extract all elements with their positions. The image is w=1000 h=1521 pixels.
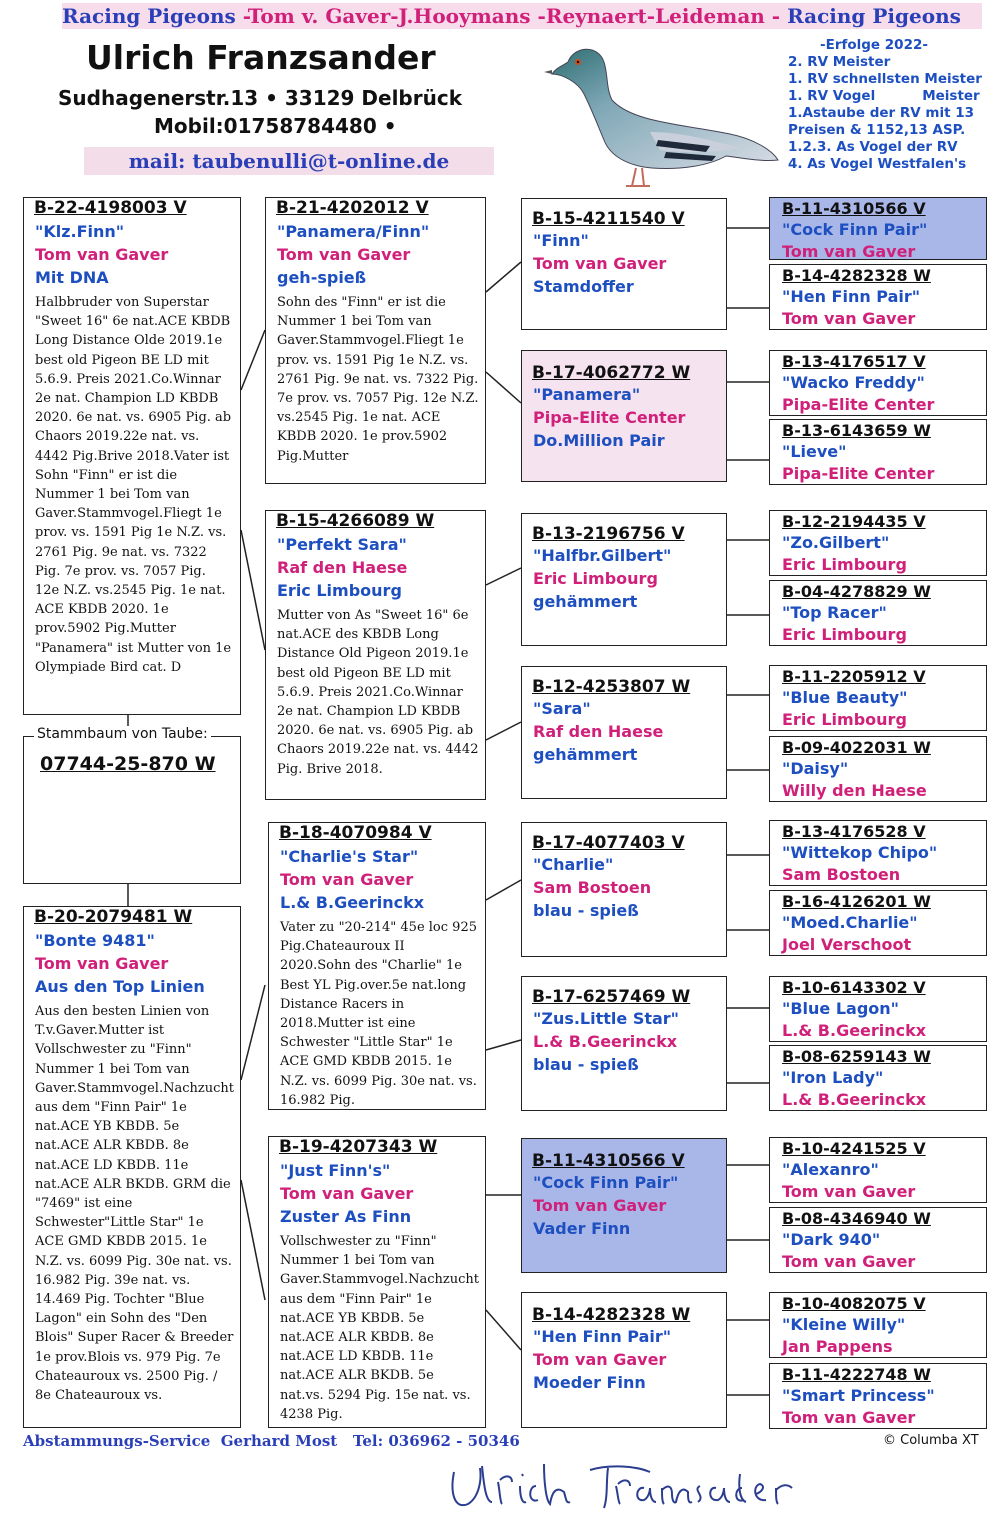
grandparent-name: "Just Finn's" [280,1161,391,1180]
successes-title: -Erfolge 2022- [820,37,928,53]
grandparent-description: Mutter von As "Sweet 16" 6e nat.ACE des KBDB Long Distance Old Pigeon 2019.1e best old Pigeon BE LD mit 5.6.9. Preis 2021.Co.Winnar 2e nat. Champion LD KBDB 2020. 6e nat. vs. 6905 Pig. ab Chaors 2019.22e nat. vs. 4442 Pig. Brive 2018. [277,608,479,777]
gg-ring: B-17-4062772 W [532,363,691,383]
success-item: Preisen & 1152,13 ASP. [788,122,966,138]
gg-ring: B-12-4253807 W [532,677,691,697]
ggg-ring: B-16-4126201 W [782,892,931,911]
owner-mail[interactable]: mail: taubenulli@t-online.de [84,147,494,175]
grandparent-box [265,197,486,484]
grandparent-ring: B-18-4070984 V [279,823,432,843]
gg-info: Vader Finn [533,1219,631,1238]
grandparent-description: Sohn des "Finn" er ist die Nummer 1 bei Tom van Gaver.Stammvogel.Fliegt 1e prov. vs. 1591 Pig 1e N.Z. vs. 2761 Pig. 9e nat. vs. 7322 Pig. 7e prov. vs. 7057 Pig. 12e N.Z. vs.2545 Pig. 1e nat. ACE KBDB 2020. 1e prov.5902 Pig.Mutter [277,295,479,464]
ggg-ring: B-13-4176528 V [782,822,926,841]
ggg-ring: B-13-6143659 W [782,421,931,440]
ggg-breeder: Eric Limbourg [782,625,907,644]
gg-breeder: Tom van Gaver [533,1350,667,1369]
signature [440,1452,820,1518]
grandparent-info: L.& B.Geerinckx [280,893,425,912]
gg-name: "Zus.Little Star" [533,1009,680,1028]
great-grandparent-box [521,513,727,646]
banner-middle: -Tom v. Gaver-J.Hooymans -Reynaert-Leideman - [235,4,788,28]
sire-description: Halbbruder von Superstar "Sweet 16" 6e nat.ACE KBDB Long Distance Olde 2019.1e best old Pigeon BE LD mit 5.6.9. Preis 2021.Co.Winnar 2e nat. Champion LD KBDB 2020. 6e nat. vs. 6905 Pig. ab Chaors 2019.22e nat. vs. 4442 Pig.Brive 2018.Vater ist Sohn "Finn" er ist die Nummer 1 bei Tom van Gaver.Stammvogel.Fliegt 1e prov. vs. 1591 Pig 1e N.Z. vs. 2761 Pig. 9e nat. vs. 7322 Pig. 7e prov. vs. 7057 Pig. 12e N.Z. vs.2545 Pig. 1e nat. ACE KBDB 2020. 1e prov.5902 Pig.Mutter "Panamera" ist Mutter von 1e Olympiade Bird cat. D [35,295,232,675]
success-item: 4. As Vogel Westfalen's [788,156,967,172]
great-grandparent-box [521,1292,727,1428]
ggg-box [769,890,987,956]
ggg-name: "Alexanro" [782,1160,879,1179]
success-item: 1. RV Vogel Meister [788,88,980,104]
sire-name: "Klz.Finn" [35,222,125,241]
success-item: 1.2.3. As Vogel der RV [788,139,958,155]
copyright: © Columba XT [883,1433,979,1448]
gg-info: gehämmert [533,592,638,611]
ggg-breeder: Pipa-Elite Center [782,464,935,483]
ggg-box [769,580,987,646]
grandparent-description: Vollschwester zu "Finn" Nummer 1 bei Tom van Gaver.Stammvogel.Nachzucht aus dem "Finn Pair" 1e nat.ACE YB KBDB. 5e nat.ACE ALR KBDB. 8e nat.ACE LD KBDB. 11e nat.ACE ALR BKDB. 5e nat.vs. 5294 Pig. 15e nat. vs. 4238 Pig. [280,1234,479,1422]
gg-ring: B-17-4077403 V [532,833,685,853]
ggg-box [769,419,987,485]
ggg-breeder: L.& B.Geerinckx [782,1021,927,1040]
gg-name: "Finn" [533,231,589,250]
grandparent-ring: B-19-4207343 W [279,1137,438,1157]
ggg-ring: B-11-2205912 V [782,667,926,686]
ggg-breeder: Jan Pappens [782,1337,893,1356]
ggg-box [769,1045,987,1111]
gg-breeder: L.& B.Geerinckx [533,1032,678,1051]
gg-breeder: Tom van Gaver [533,1196,667,1215]
great-grandparent-box [521,666,727,799]
ggg-breeder: Tom van Gaver [782,1408,916,1427]
ggg-ring: B-13-4176517 V [782,352,926,371]
ggg-ring: B-10-4082075 V [782,1294,926,1313]
gg-ring: B-14-4282328 W [532,1305,691,1325]
grandparent-box [265,510,486,800]
sire-info: Mit DNA [35,268,109,287]
ggg-breeder: Joel Verschoot [782,935,912,954]
gg-ring: B-17-6257469 W [532,987,691,1007]
owner-address: Sudhagenerstr.13 • 33129 Delbrück [58,86,462,110]
ggg-name: "Cock Finn Pair" [782,220,928,239]
dam-description: Aus den besten Linien von T.v.Gaver.Mutter ist Vollschwester zu "Finn" Nummer 1 bei Tom van Gaver.Stammvogel.Nachzucht aus dem "Finn Pair" 1e nat.ACE YB KBDB. 5e nat.ACE ALR KBDB. 8e nat.ACE LD KBDB. 11e nat.ACE ALR BKDB. GRM die "7469" ist eine Schwester"Little Star" 1e ACE GMD KBDB 2015. 1e N.Z. vs. 6099 Pig. 30e nat. vs. 16.982 Pig. 39e nat. vs. 14.469 Pig. Tochter "Blue Lagon" ein Sohn des "Den Blois" Super Racer & Breeder 1e prov.Blois vs. 979 Pig. 7e Chateauroux vs. 2500 Pig. / 8e Chateauroux vs. [35,1004,234,1404]
gg-ring: B-11-4310566 V [532,1151,685,1171]
ggg-name: "Kleine Willy" [782,1315,906,1334]
gg-breeder: Sam Bostoen [533,878,652,897]
owner-name: Ulrich Franzsander [86,38,436,77]
grandparent-breeder: Raf den Haese [277,558,408,577]
ggg-name: "Iron Lady" [782,1068,884,1087]
ggg-box [769,976,987,1042]
sire-box [23,197,241,715]
ggg-box [769,350,987,416]
dam-breeder: Tom van Gaver [35,954,169,973]
gg-name: "Charlie" [533,855,614,874]
ggg-ring: B-14-4282328 W [782,266,931,285]
grandparent-ring: B-15-4266089 W [276,511,435,531]
ggg-name: "Daisy" [782,759,849,778]
subject-box [23,726,241,884]
gg-breeder: Tom van Gaver [533,254,667,273]
success-item: 1.Astaube der RV mit 13 [788,105,975,121]
ggg-breeder: Tom van Gaver [782,1182,916,1201]
ggg-ring: B-10-4241525 V [782,1139,926,1158]
ggg-name: "Zo.Gilbert" [782,533,890,552]
gg-info: Moeder Finn [533,1373,646,1392]
ggg-box [769,197,987,260]
ggg-box [769,820,987,886]
ggg-name: "Lieve" [782,442,847,461]
success-item: 2. RV Meister [788,54,891,70]
ggg-box [769,1207,987,1273]
dam-name: "Bonte 9481" [35,931,155,950]
ggg-box [769,510,987,576]
ggg-name: "Wacko Freddy" [782,373,925,392]
banner-left: Racing Pigeons [62,4,236,28]
gg-name: "Panamera" [533,385,641,404]
ggg-name: "Dark 940" [782,1230,881,1249]
ggg-breeder: Sam Bostoen [782,865,901,884]
dam-box [23,906,241,1428]
ggg-name: "Blue Lagon" [782,999,899,1018]
great-grandparent-box [521,1138,727,1273]
ggg-ring: B-09-4022031 W [782,738,931,757]
ggg-name: "Top Racer" [782,603,887,622]
grandparent-info: Zuster As Finn [280,1207,412,1226]
ggg-ring: B-11-4310566 V [782,199,926,218]
ggg-breeder: Tom van Gaver [782,309,916,328]
ggg-breeder: Eric Limbourg [782,710,907,729]
gg-name: "Sara" [533,699,591,718]
ggg-breeder: L.& B.Geerinckx [782,1090,927,1109]
gg-info: gehämmert [533,745,638,764]
gg-name: "Halfbr.Gilbert" [533,546,672,565]
grandparent-info: Eric Limbourg [277,581,402,600]
ggg-breeder: Tom van Gaver [782,1252,916,1271]
gg-ring: B-15-4211540 V [532,209,685,229]
ggg-breeder: Tom van Gaver [782,242,916,260]
gg-breeder: Eric Limbourg [533,569,658,588]
footer-service: Abstammungs-Service Gerhard Most Tel: 036962 - 50346 [23,1432,520,1450]
grandparent-name: "Panamera/Finn" [277,222,430,241]
grandparent-box [268,822,486,1110]
ggg-breeder: Pipa-Elite Center [782,395,935,414]
ggg-ring: B-08-6259143 W [782,1047,931,1066]
grandparent-breeder: Tom van Gaver [280,870,414,889]
great-grandparent-box [521,198,727,330]
dam-info: Aus den Top Linien [35,977,205,996]
owner-mobile: Mobil:01758784480 • [154,114,397,138]
ggg-box [769,1137,987,1203]
banner-right: Racing Pigeons [787,4,961,28]
gg-info: blau - spieß [533,901,639,920]
ggg-name: "Hen Finn Pair" [782,287,921,306]
ggg-box [769,736,987,802]
ggg-box [769,1292,987,1358]
ggg-breeder: Eric Limbourg [782,555,907,574]
great-grandparent-box [521,976,727,1111]
gg-info: Do.Million Pair [533,431,665,450]
grandparent-description: Vater zu "20-214" 45e loc 925 Pig.Chateauroux II 2020.Sohn des "Charlie" 1e Best YL Pig.over.5e nat.long Distance Racers in 2018.Mutter ist eine Schwester "Little Star" 1e ACE GMD KBDB 2015. 1e N.Z. vs. 6099 Pig. 30e nat. vs. 16.982 Pig. [280,920,477,1108]
grandparent-ring: B-21-4202012 V [276,198,429,218]
gg-ring: B-13-2196756 V [532,524,685,544]
grandparent-info: geh-spieß [277,268,367,287]
grandparent-name: "Perfekt Sara" [277,535,407,554]
grandparent-breeder: Tom van Gaver [280,1184,414,1203]
great-grandparent-box [521,350,727,482]
gg-name: "Hen Finn Pair" [533,1327,672,1346]
dam-ring: B-20-2079481 W [34,907,193,927]
ggg-name: "Smart Princess" [782,1386,935,1405]
subject-ring: 07744-25-870 W [40,753,216,775]
gg-breeder: Raf den Haese [533,722,664,741]
grandparent-breeder: Tom van Gaver [277,245,411,264]
ggg-box [769,264,987,330]
sire-breeder: Tom van Gaver [35,245,169,264]
ggg-name: "Wittekop Chipo" [782,843,938,862]
ggg-ring: B-08-4346940 W [782,1209,931,1228]
ggg-name: "Moed.Charlie" [782,913,918,932]
gg-info: blau - spieß [533,1055,639,1074]
sire-ring: B-22-4198003 V [34,198,187,218]
ggg-box [769,1363,987,1429]
gg-breeder: Pipa-Elite Center [533,408,686,427]
success-item: 1. RV schnellsten Meister [788,71,982,87]
ggg-ring: B-11-4222748 W [782,1365,931,1384]
grandparent-box [268,1136,486,1428]
gg-name: "Cock Finn Pair" [533,1173,679,1192]
grandparent-name: "Charlie's Star" [280,847,419,866]
ggg-ring: B-04-4278829 W [782,582,931,601]
ggg-ring: B-10-6143302 V [782,978,926,997]
ggg-breeder: Willy den Haese [782,781,927,800]
gg-info: Stamdoffer [533,277,634,296]
ggg-box [769,665,987,731]
ggg-name: "Blue Beauty" [782,688,908,707]
subject-label: Stammbaum von Taube: [34,726,211,742]
great-grandparent-box [521,822,727,957]
ggg-ring: B-12-2194435 V [782,512,926,531]
